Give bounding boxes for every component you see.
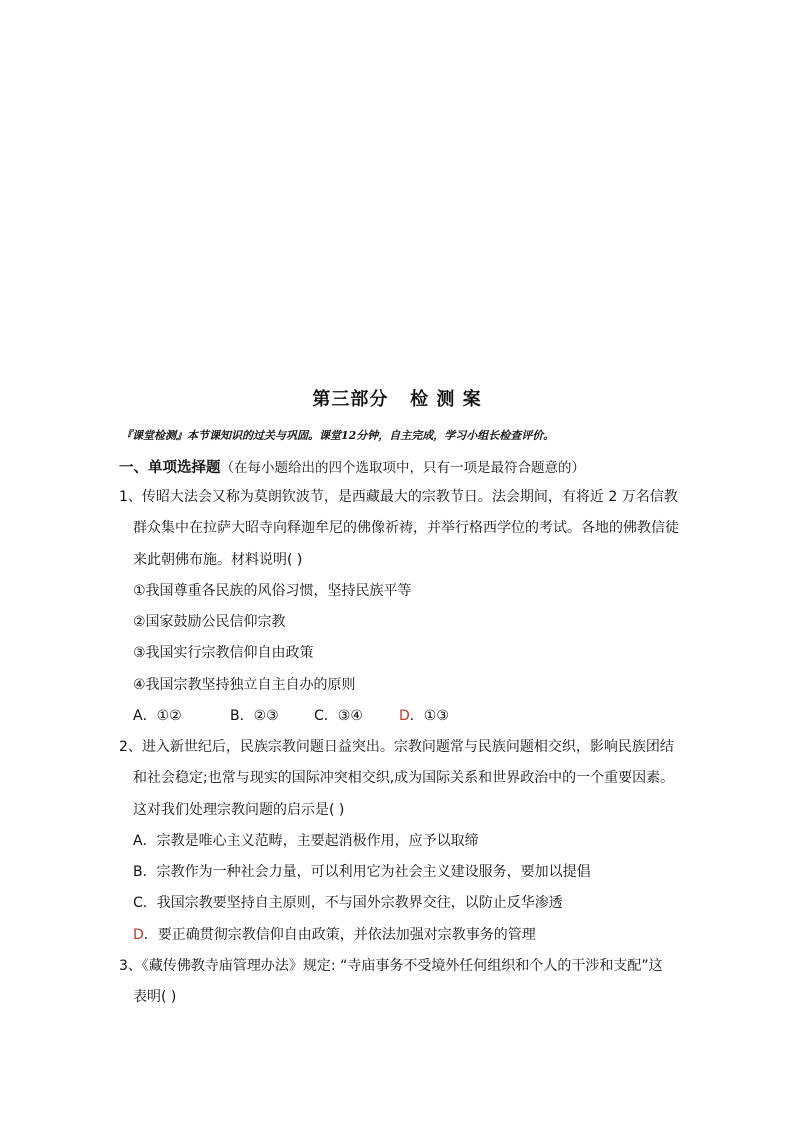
question-3 xyxy=(119,951,689,1014)
question-2-option-d-letter: D xyxy=(133,926,144,943)
question-3-stem-line-1: 3、《藏传佛教寺庙管理办法》规定: “寺庙事务不受境外任何组织和个人的干涉和支配”这 xyxy=(119,958,663,974)
part-heading-main: 一、单项选择题 xyxy=(119,460,221,476)
question-2-option-a: A．宗教是唯心主义范畴，主要起消极作用，应予以取缔 xyxy=(133,832,479,849)
question-1-option-d xyxy=(399,701,449,732)
question-1-option-d-letter: D xyxy=(399,708,410,725)
question-1-option-b: B．②③ xyxy=(230,708,279,725)
question-1-option-a: A．①② xyxy=(133,708,182,725)
question-1-options xyxy=(119,701,689,732)
question-3-stem-line-2: 表明( ) xyxy=(133,989,177,1006)
question-1-stem-line-2: 群众集中在拉萨大昭寺向释迦牟尼的佛像祈祷，并举行格西学位的考试。各地的佛教信徒 xyxy=(133,520,679,537)
question-2-stem-line-3: 这对我们处理宗教问题的启示是( ) xyxy=(133,801,345,818)
question-1-statement-4: ④我国宗教坚持独立自主自办的原则 xyxy=(133,676,356,693)
classroom-test-intro: 『课堂检测』本节课知识的过关与巩固。课堂12分钟，自主完成，学习小组长检查评价。 xyxy=(121,429,555,442)
part-heading-note: （在每小题给出的四个选取项中，只有一项是最符合题意的） xyxy=(220,460,585,476)
question-1-option-d-text: ．①③ xyxy=(409,708,449,725)
question-1-statement-3: ③我国实行宗教信仰自由政策 xyxy=(133,645,314,662)
question-1-statement-2: ②国家鼓励公民信仰宗教 xyxy=(133,614,286,631)
question-1-option-c: C．③④ xyxy=(314,708,363,725)
question-2-option-b: B．宗教作为一种社会力量，可以利用它为社会主义建设服务，要加以提倡 xyxy=(133,864,591,881)
question-1-statement-1: ①我国尊重各民族的风俗习惯，坚持民族平等 xyxy=(133,582,412,599)
question-1-stem-line-1: 1、传昭大法会又称为莫朗钦波节，是西藏最大的宗教节日。法会期间，有将近 2 万名信教 xyxy=(119,489,678,505)
question-2-option-d xyxy=(119,920,689,951)
section-title: 第三部分 检 测 案 xyxy=(312,389,482,410)
question-2-stem-line-1: 2、进入新世纪后，民族宗教问题日益突出。宗教问题常与民族问题相交织，影响民族团结 xyxy=(119,739,674,755)
question-2-stem-line-2: 和社会稳定;也常与现实的国际冲突相交织,成为国际关系和世界政治中的一个重要因素。 xyxy=(133,770,675,787)
question-1-stem-line-3: 来此朝佛布施。材料说明( ) xyxy=(133,551,303,568)
part-heading xyxy=(119,456,699,477)
question-2-option-d-text: ．要正确贯彻宗教信仰自由政策，并依法加强对宗教事务的管理 xyxy=(143,926,536,943)
question-2 xyxy=(119,732,689,951)
question-2-option-c: C．我国宗教要坚持自主原则，不与国外宗教界交往，以防止反华渗透 xyxy=(133,895,563,912)
question-1 xyxy=(119,482,689,732)
